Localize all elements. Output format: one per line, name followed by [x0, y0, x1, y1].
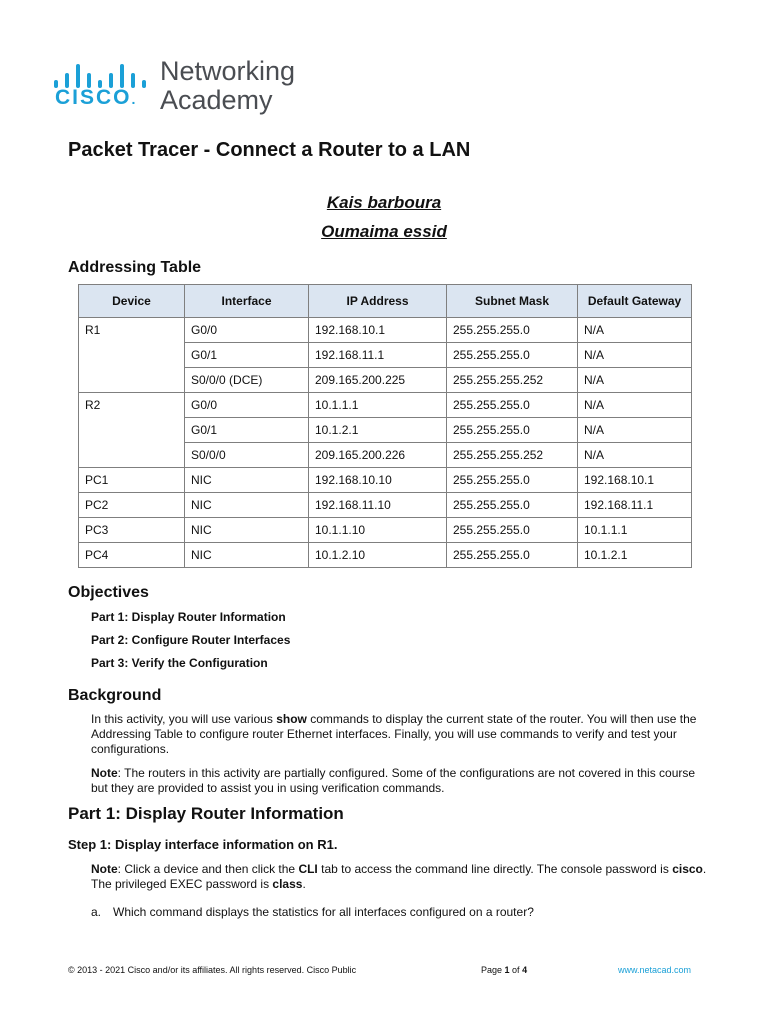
table-cell: 255.255.255.252: [447, 368, 578, 393]
table-cell: 255.255.255.0: [447, 318, 578, 343]
table-cell: 255.255.255.0: [447, 418, 578, 443]
table-cell: 10.1.2.1: [309, 418, 447, 443]
table-cell: 10.1.1.1: [309, 393, 447, 418]
table-row: [79, 318, 692, 343]
table-cell: 209.165.200.226: [309, 443, 447, 468]
column-header: Device: [79, 285, 185, 318]
table-cell: 192.168.10.10: [309, 468, 447, 493]
table-cell: S0/0/0 (DCE): [185, 368, 309, 393]
table-cell: 255.255.255.252: [447, 443, 578, 468]
objective-item: Part 1: Display Router Information: [91, 610, 286, 624]
document-title: Packet Tracer - Connect a Router to a LAN: [68, 139, 471, 161]
objectives-heading: Objectives: [68, 584, 149, 601]
table-cell: 255.255.255.0: [447, 343, 578, 368]
table-cell: 192.168.11.1: [578, 493, 692, 518]
table-cell: 192.168.10.1: [309, 318, 447, 343]
cisco-networking-academy-logo: [54, 58, 314, 118]
table-cell: G0/1: [185, 343, 309, 368]
table-cell: N/A: [578, 343, 692, 368]
table-cell: 255.255.255.0: [447, 393, 578, 418]
device-cell: PC1: [79, 468, 185, 493]
table-cell: NIC: [185, 543, 309, 568]
table-cell: 192.168.10.1: [578, 468, 692, 493]
author-1: Kais barboura: [326, 193, 442, 212]
table-cell: N/A: [578, 368, 692, 393]
table-cell: 255.255.255.0: [447, 468, 578, 493]
table-cell: 10.1.1.1: [578, 518, 692, 543]
table-cell: 255.255.255.0: [447, 543, 578, 568]
table-cell: 10.1.2.1: [578, 543, 692, 568]
footer-url-link[interactable]: www.netacad.com: [618, 965, 692, 975]
table-cell: G0/0: [185, 318, 309, 343]
table-header-row: [79, 285, 692, 318]
table-cell: N/A: [578, 393, 692, 418]
footer-page-number: Page 1 of 4: [481, 965, 528, 975]
author-2: Oumaima essid: [321, 222, 447, 241]
device-cell: R2: [79, 393, 185, 468]
column-header: Interface: [185, 285, 309, 318]
device-cell: PC3: [79, 518, 185, 543]
table-cell: NIC: [185, 518, 309, 543]
column-header: Subnet Mask: [447, 285, 578, 318]
cisco-wordmark: CISCO.: [55, 86, 138, 109]
table-cell: G0/1: [185, 418, 309, 443]
table-cell: S0/0/0: [185, 443, 309, 468]
table-row: [79, 543, 692, 568]
table-cell: 255.255.255.0: [447, 518, 578, 543]
table-row: [79, 468, 692, 493]
addressing-table-heading: Addressing Table: [68, 259, 202, 276]
table-cell: 192.168.11.1: [309, 343, 447, 368]
table-row: [79, 493, 692, 518]
question-a: a. Which command displays the statistics for all interfaces configured on a router?: [91, 905, 534, 919]
column-header: IP Address: [309, 285, 447, 318]
table-cell: 10.1.2.10: [309, 543, 447, 568]
background-heading: Background: [68, 687, 162, 704]
table-cell: G0/0: [185, 393, 309, 418]
footer-copyright: © 2013 - 2021 Cisco and/or its affiliates. All rights reserved. Cisco Public: [68, 965, 357, 975]
cisco-bars-icon: [54, 62, 150, 88]
part1-note: Note: Click a device and then click the CLI tab to access the command line directly. The console password is cisco. The privileged EXEC password is class.: [91, 862, 707, 891]
table-cell: N/A: [578, 443, 692, 468]
logo-line-academy: Academy: [160, 85, 273, 115]
table-cell: N/A: [578, 418, 692, 443]
objective-item: Part 2: Configure Router Interfaces: [91, 633, 291, 647]
objective-item: Part 3: Verify the Configuration: [91, 656, 268, 670]
part1-heading: Part 1: Display Router Information: [68, 804, 344, 823]
background-paragraph: In this activity, you will use various show commands to display the current state of the router. You will then use the Addressing Table to configure router Ethernet interfaces. Finally, you will use commands to verify and test your configurations.: [91, 712, 697, 756]
device-cell: PC2: [79, 493, 185, 518]
table-cell: 192.168.11.10: [309, 493, 447, 518]
device-cell: PC4: [79, 543, 185, 568]
logo-line-networking: Networking: [160, 56, 296, 86]
table-cell: NIC: [185, 493, 309, 518]
table-cell: 209.165.200.225: [309, 368, 447, 393]
table-cell: N/A: [578, 318, 692, 343]
background-note: Note: The routers in this activity are partially configured. Some of the configurations are not covered in this course but they are provided to assist you in using verification commands.: [91, 766, 696, 795]
table-cell: NIC: [185, 468, 309, 493]
column-header: Default Gateway: [578, 285, 692, 318]
addressing-table: [78, 284, 692, 568]
table-cell: 255.255.255.0: [447, 493, 578, 518]
device-cell: R1: [79, 318, 185, 393]
step1-heading: Step 1: Display interface information on R1.: [68, 837, 338, 852]
table-row: [79, 518, 692, 543]
table-row: [79, 393, 692, 418]
table-cell: 10.1.1.10: [309, 518, 447, 543]
